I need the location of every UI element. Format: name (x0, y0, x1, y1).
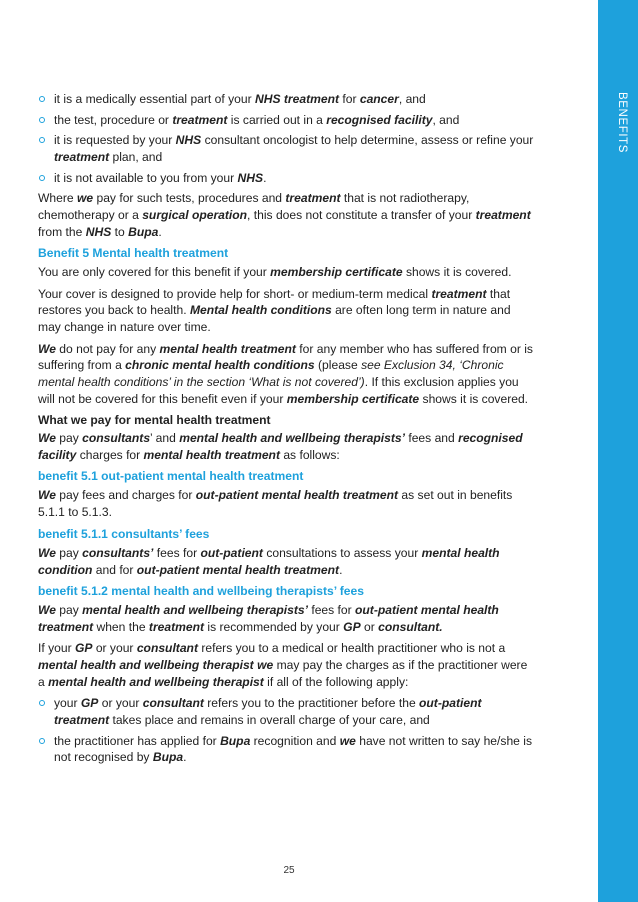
list-item: your GP or your consultant refers you to the practitioner before the out-patient treatment takes place and remains in overall charge of your care, and (38, 695, 536, 729)
covered-paragraph: You are only covered for this benefit if your membership certificate shows it is covered. (38, 265, 512, 280)
list-item: it is requested by your NHS consultant oncologist to help determine, assess or refine your treatment plan, and (38, 132, 536, 166)
benefit-5-heading: Benefit 5 Mental health treatment (38, 246, 229, 261)
page-number: 25 (283, 865, 295, 876)
benefit-5-1-paragraph: We pay fees and charges for out-patient mental health treatment as set out in benefits 5.1.1 to 5.1.3. (38, 488, 513, 520)
we-pay-paragraph: We pay consultants’ and mental health and wellbeing therapists’ fees and recognised facility charges for mental health treatment as follows: (38, 431, 523, 462)
list-item: the practitioner has applied for Bupa recognition and we have not written to say he/she is not recognised by Bupa. (38, 733, 536, 767)
benefit-5-1-2-paragraph: We pay mental health and wellbeing therapists’ fees for out-patient mental health treatment when the treatment is recommended by your GP or consultant. (38, 603, 499, 634)
page-content (38, 91, 536, 770)
cover-paragraph: Your cover is designed to provide help for short- or medium-term medical treatment that restores you back to health. Mental health conditions are often long term in nature and may change in nature over time. (38, 286, 511, 335)
practitioner-conditions-list (38, 695, 536, 766)
list-item: the test, procedure or treatment is carried out in a recognised facility, and (38, 112, 536, 129)
section-sidebar (598, 0, 638, 902)
list-item: it is not available to you from your NHS. (38, 170, 536, 187)
section-label: BENEFITS (616, 92, 628, 154)
benefit-5-1-1-paragraph: We pay consultants’ fees for out-patient consultations to assess your mental health condition and for out-patient mental health treatment. (38, 545, 500, 577)
transfer-paragraph: Where we pay for such tests, procedures and treatment that is not radiotherapy, chemotherapy or a surgical operation, this does not constitute a transfer of your treatment from the NHS to Bupa. (38, 191, 531, 239)
cancer-conditions-list (38, 91, 536, 186)
benefit-5-1-heading: benefit 5.1 out-patient mental health treatment (38, 469, 304, 484)
benefit-5-1-1-heading: benefit 5.1.1 consultants’ fees (38, 526, 210, 541)
benefit-5-1-2-heading: benefit 5.1.2 mental health and wellbeing therapists’ fees (38, 583, 364, 598)
what-we-pay-heading: What we pay for mental health treatment (38, 413, 271, 428)
practitioner-paragraph: If your GP or your consultant refers you to a medical or health practitioner who is not a mental health and wellbeing therapist we may pay the charges as if the practitioner were a mental health and wellbeing therapist if all of the following apply: (38, 641, 528, 689)
exclusion-paragraph: We do not pay for any mental health treatment for any member who has suffered from or is suffering from a chronic mental health conditions (please see Exclusion 34, ‘Chronic mental health conditions’ in the section ‘What is not covered’). If this exclusion applies you will not be covered for this benefit even if your membership certificate shows it is covered. (38, 341, 533, 406)
list-item: it is a medically essential part of your NHS treatment for cancer, and (38, 91, 536, 108)
